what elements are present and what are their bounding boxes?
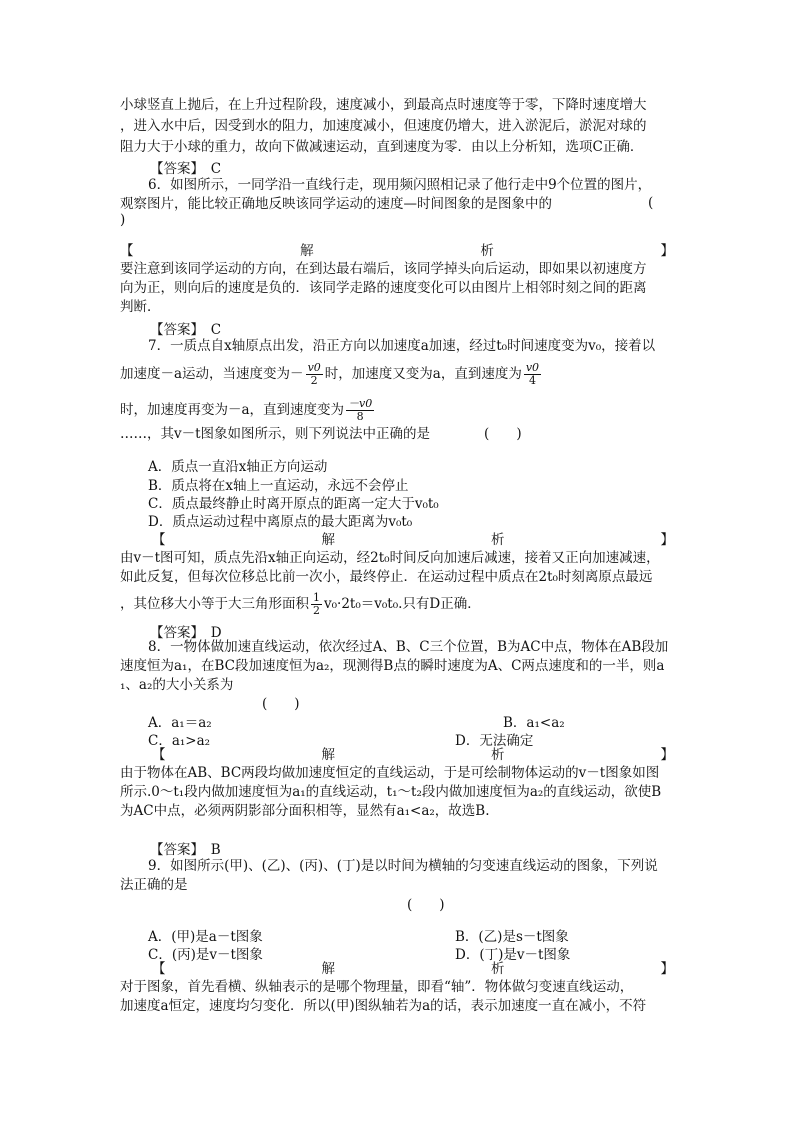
option: D．质点运动过程中离原点的最大距离为v₀t₀	[148, 514, 413, 530]
analysis-header	[120, 746, 674, 764]
option: A．a₁＝a₂	[148, 715, 212, 731]
text-line: 小球竖直上抛后，在上升过程阶段，速度减小，到最高点时速度等于零，下降时速度增大	[120, 97, 647, 113]
analysis-title-char: 解	[300, 243, 314, 259]
option: B．a₁<a₂	[503, 715, 565, 731]
fraction	[306, 362, 323, 387]
option: C．(丙)是v－t图象	[148, 947, 263, 963]
question-7-line: 7．一质点自x轴原点出发，沿正方向以加速度a加速，经过t₀时间速度变为v₀，接着以	[148, 338, 656, 354]
analysis-title-char: 解	[321, 961, 335, 977]
answer-paren: ( )	[407, 897, 445, 913]
fraction-denominator: 4	[528, 374, 536, 387]
text-fragment: 加速度－a运动，当速度变为－	[120, 366, 304, 382]
answer-paren: ( )	[262, 696, 300, 712]
analysis-title-char: 解	[321, 747, 335, 763]
paren-close: )	[120, 212, 126, 228]
analysis-line: 由于物体在AB、BC两段均做加速度恒定的直线运动，于是可绘制物体运动的v－t图象如图	[120, 765, 660, 781]
analysis-bracket-left: 【	[152, 961, 166, 977]
analysis-line	[120, 592, 481, 617]
analysis-line: 如此反复，但每次位移总比前一次小，最终停止．在运动过程中质点在2t₀时刻离原点最远	[120, 569, 653, 585]
analysis-line: 为AC中点，必须两阴影部分面积相等，显然有a₁<a₂，故选B.	[120, 803, 490, 819]
fraction-denominator: 2	[313, 604, 320, 617]
option: C．质点最终静止时离开原点的距离一定大于v₀t₀	[148, 496, 439, 512]
text-line: 阻力大于小球的重力，故向下做减速运动，直到速度为零．由以上分析知，选项C正确．	[120, 139, 644, 155]
question-9-line: 法正确的是	[120, 877, 188, 893]
question-7-line	[120, 398, 376, 423]
analysis-bracket-right: 】	[660, 243, 674, 259]
fraction-numerator: v0	[307, 361, 321, 374]
fraction	[311, 592, 322, 617]
analysis-line: 对于图象，首先看横、纵轴表示的是哪个物理量，即看“轴”．物体做匀变速直线运动，	[120, 979, 634, 995]
text-fragment: ，其位移大小等于大三角形面积	[120, 596, 309, 612]
text-fragment: 时，加速度又变为a，直到速度为	[324, 366, 522, 382]
question-8-line: 8．一物体做加速直线运动，依次经过A、B、C三个位置，B为AC中点，物体在AB段加	[148, 639, 669, 655]
answer-label: 【答案】 D	[150, 625, 222, 641]
text-fragment: 时，加速度再变为－a，直到速度变为	[120, 402, 345, 418]
analysis-header	[120, 960, 674, 978]
analysis-bracket-right: 】	[660, 961, 674, 977]
analysis-line: 由v－t图可知，质点先沿x轴正向运动，经2t₀时间反向加速后减速，接着又正向加速减速，	[120, 550, 660, 566]
analysis-bracket-left: 【	[120, 243, 134, 259]
paren-open: (	[648, 195, 654, 211]
question-9-line: 9．如图所示(甲)、(乙)、(丙)、(丁)是以时间为横轴的匀变速直线运动的图象，下列说	[148, 858, 658, 874]
option: D．(丁)是v－t图象	[455, 947, 571, 963]
answer-label: 【答案】 C	[150, 322, 222, 338]
fraction-numerator: 1	[313, 591, 320, 604]
question-6-line: 6．如图所示，一同学沿一直线行走，现用频闪照相记录了他行走中9个位置的图片，	[148, 177, 652, 193]
analysis-line: 所示.0～t₁段内做加速度恒为a₁的直线运动，t₁～t₂段内做加速度恒为a₂的直线运动，欲使B	[120, 784, 662, 800]
analysis-line: 要注意到该同学运动的方向，在到达最右端后，该同学掉头向后运动，即如果以初速度方	[120, 261, 647, 277]
analysis-bracket-right: 】	[660, 747, 674, 763]
option: D．无法确定	[455, 733, 534, 749]
option: A．质点一直沿x轴正方向运动	[148, 459, 328, 475]
analysis-header	[120, 242, 674, 260]
analysis-title-char: 析	[491, 961, 505, 977]
fraction-numerator: v0	[525, 361, 540, 374]
fraction-denominator: 8	[356, 410, 364, 423]
question-7-line: ……，其v－t图象如图所示，则下列说法中正确的是 ( )	[120, 426, 522, 442]
option: C．a₁>a₂	[148, 733, 211, 749]
answer-label: 【答案】 C	[150, 161, 222, 177]
fraction	[524, 362, 541, 387]
analysis-title-char: 析	[491, 532, 505, 548]
fraction	[346, 398, 374, 423]
analysis-line: 加速度a恒定，速度均匀变化．所以(甲)图纵轴若为a的话，表示加速度一直在减小，不符	[120, 998, 647, 1014]
analysis-header	[120, 531, 674, 549]
option: B．质点将在x轴上一直运动，永远不会停止	[148, 478, 409, 494]
analysis-title-char: 析	[491, 747, 505, 763]
analysis-bracket-left: 【	[152, 532, 166, 548]
analysis-line: 向为正，则向后的速度是负的．该同学走路的速度变化可以由图片上相邻时刻之间的距离	[120, 280, 647, 296]
answer-label: 【答案】 B	[150, 842, 221, 858]
question-6-line: 观察图片，能比较正确地反映该同学运动的速度—时间图象的是图象中的	[120, 196, 552, 212]
fraction-denominator: 2	[310, 374, 318, 387]
question-7-line	[120, 362, 543, 387]
analysis-bracket-left: 【	[152, 747, 166, 763]
text-line: ，进入水中后，因受到水的阻力，加速度减小，但速度仍增大，进入淤泥后，淤泥对球的	[120, 118, 647, 134]
option: B．(乙)是s－t图象	[455, 929, 569, 945]
text-fragment: v₀·2t₀＝v₀t₀.只有D正确．	[324, 596, 481, 612]
question-8-line: 速度恒为a₁，在BC段加速度恒为a₂，现测得B点的瞬时速度为A、C两点速度和的一半，则a	[120, 658, 665, 674]
analysis-title-char: 解	[321, 532, 335, 548]
analysis-title-char: 析	[480, 243, 494, 259]
question-8-line: ₁、a₂的大小关系为	[120, 677, 234, 693]
analysis-bracket-right: 】	[660, 532, 674, 548]
fraction-numerator: －v0	[348, 397, 373, 410]
analysis-line: 判断．	[120, 299, 161, 315]
option: A．(甲)是a－t图象	[148, 929, 263, 945]
